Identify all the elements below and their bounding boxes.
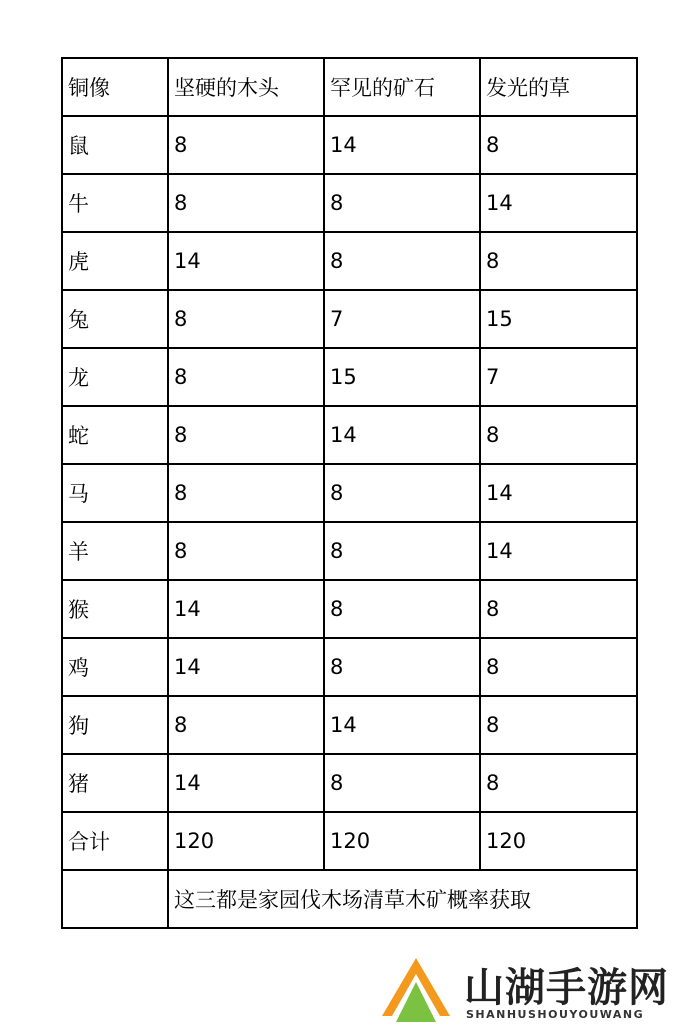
total-row [62,812,637,870]
value-cell: 8 [480,638,637,696]
value-cell: 14 [480,174,637,232]
value-cell: 14 [480,464,637,522]
table-row [62,522,637,580]
header-cell: 发光的草 [480,58,637,116]
value-cell: 8 [480,116,637,174]
value-cell: 8 [168,174,324,232]
table-row [62,580,637,638]
zodiac-cell: 马 [62,464,168,522]
value-cell: 8 [324,522,480,580]
table-row [62,348,637,406]
zodiac-cell: 猪 [62,754,168,812]
value-cell: 8 [324,754,480,812]
value-cell: 14 [168,638,324,696]
table-row [62,406,637,464]
total-value: 120 [480,812,637,870]
table-row [62,754,637,812]
zodiac-cell: 羊 [62,522,168,580]
value-cell: 8 [480,754,637,812]
zodiac-cell: 龙 [62,348,168,406]
value-cell: 8 [324,638,480,696]
value-cell: 14 [168,232,324,290]
header-cell: 罕见的矿石 [324,58,480,116]
value-cell: 8 [324,174,480,232]
table-header-row [62,58,637,116]
value-cell: 7 [480,348,637,406]
value-cell: 15 [324,348,480,406]
value-cell: 8 [324,232,480,290]
drop-rate-table [61,57,638,929]
header-cell: 铜像 [62,58,168,116]
value-cell: 8 [168,522,324,580]
table-row [62,638,637,696]
value-cell: 8 [168,696,324,754]
value-cell: 8 [480,580,637,638]
zodiac-cell: 虎 [62,232,168,290]
value-cell: 8 [480,406,637,464]
value-cell: 8 [168,290,324,348]
value-cell: 7 [324,290,480,348]
value-cell: 14 [480,522,637,580]
value-cell: 8 [324,464,480,522]
table-row [62,174,637,232]
zodiac-cell: 猴 [62,580,168,638]
value-cell: 14 [168,580,324,638]
watermark-brand: 山湖手游网 [464,964,669,1011]
note-empty-cell [62,870,168,928]
value-cell: 8 [324,580,480,638]
header-cell: 坚硬的木头 [168,58,324,116]
zodiac-cell: 蛇 [62,406,168,464]
zodiac-cell: 鼠 [62,116,168,174]
zodiac-cell: 兔 [62,290,168,348]
value-cell: 14 [324,406,480,464]
table-row [62,116,637,174]
mountain-logo-icon [378,956,454,1026]
value-cell: 8 [168,406,324,464]
value-cell: 15 [480,290,637,348]
total-label: 合计 [62,812,168,870]
zodiac-cell: 鸡 [62,638,168,696]
value-cell: 8 [168,464,324,522]
note-text: 这三都是家园伐木场清草木矿概率获取 [168,870,637,928]
value-cell: 8 [168,348,324,406]
note-row [62,870,637,928]
table-row [62,464,637,522]
zodiac-cell: 牛 [62,174,168,232]
total-value: 120 [168,812,324,870]
value-cell: 14 [324,116,480,174]
value-cell: 8 [480,232,637,290]
table-row [62,290,637,348]
value-cell: 14 [324,696,480,754]
value-cell: 8 [168,116,324,174]
value-cell: 8 [480,696,637,754]
total-value: 120 [324,812,480,870]
watermark-domain: SHANHUSHOUYOUWANG [466,1008,645,1021]
watermark-logo [378,952,678,1027]
value-cell: 14 [168,754,324,812]
table-row [62,232,637,290]
zodiac-cell: 狗 [62,696,168,754]
table-row [62,696,637,754]
